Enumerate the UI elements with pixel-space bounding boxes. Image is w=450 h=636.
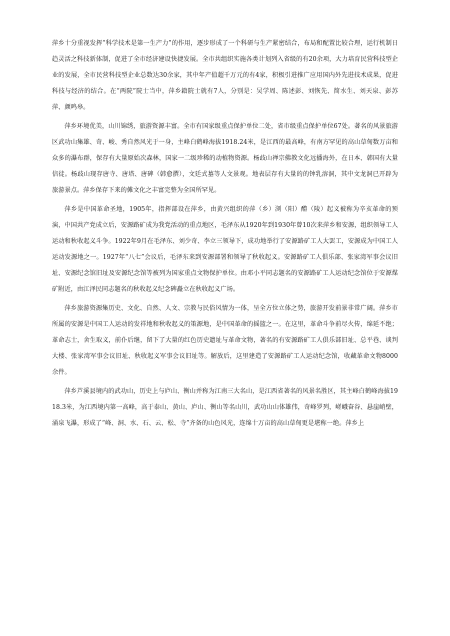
paragraph-revolution: 萍乡是中国革命圣地，1905年，指挥部设在萍乡，由黄兴组织的萍（乡）浏（阳）醴（陵）起义被称为辛亥革命的预演，中国共产党成立后，安源路矿成为我党活动的重点地区，毛泽东从1920年到1930年曾10次来萍乡和安源，组织领导工人运动和秋收起义斗争。1922年9月在毛泽东、刘少奇、李立三领导下，成功地举行了安源路矿工人大罢工，安源成为中国工人运动发源地之一。1927年“八七”会议后，毛泽东来到安源部署和领导了秋收起义。安源路矿工人俱乐部、张家湾军事会议旧址、安源纪念馆旧址及安源纪念馆等被列为国家重点文物保护单位。由邓小平同志题名的安源路矿工人运动纪念馆位于安源煤矿附近，由江泽民同志题名的秋收起义纪念碑矗立在秋收起义广场。 bbox=[52, 206, 398, 293]
paragraph-wugong-mountain: 萍乡芦溪县境内的武功山，历史上与庐山、衡山并称为江南三大名山，是江西省著名的风景名胜区，其主峰白鹤峰海拔1918.3米，为江西境内第一高峰，高于泰山、黄山、庐山、衡山等名山川，武功山山体雄伟，奇峰罗列，嵯峨奋谷、悬崖峭壁，涌泉飞瀑，形成了“峰、洞、水、石、云、松、寺”齐备的山色风光，连绵十万亩的高山草甸更是堪称一绝。萍乡上 bbox=[52, 388, 398, 427]
paragraph-tourism: 萍乡旅游资源集历史、文化、自然、人文、宗教与民俗风情为一体，呈全方位立体之势，旅游开发前景非常广阔。萍乡市所属的安源是中国工人运动的发祥地和秋收起义的策源地，是中国革命的摇篮之一。在这里，革命斗争前尽火传，绵延不绝；革命志士，舍生取义，前仆后继，留下了大量的红色历史遗址与革命文物，著名的有安源路矿工人俱乐部旧址、总平巷、谈判大楼、张家湾军事会议旧址、秋收起义军事会议旧址等。解放后，这里建造了安源路矿工人运动纪念馆，收藏革命文物8000余件。 bbox=[52, 305, 398, 376]
paragraph-science: 萍乡十分重视发挥“科学技术是第一生产力”的作用，逐步形成了一个科研与生产紧密结合，布局和配置比较合理，运行机制日趋灵活之科技新体制，促进了全市经济建设快捷发展。全市共组织实施各类计划列入省级的有20余项，大力培育民营科技型企业的发展，全市民营科技型企业总数达30余家，其中年产值超千万元的有4家，积极引进推广应用国内外先进技术成果，促进科技与经济的结合。在“两院”院士当中，萍乡籍院士就有7人，分别是：吴学周、陈述彭、刘恢先、简水生、刘天泉、彭苏萍、颜鸣皋。 bbox=[52, 40, 398, 111]
paragraph-environment: 萍乡环境优美，山川锦绣，旅游资源丰富。全市有国家级重点保护单位二处，省市级重点保护单位67处。著名的风景旅游区武功山集雄、奇、峻、秀自然风光于一身，主峰白鹤峰海拔1918.24米，是江西的最高峰，有南方罕见的高山草甸数万亩和众多的瀑布群，保存有大量原始次森林，国家一二级珍稀的动植物资源。杨歧山禅宗佛教文化远播海外，在日本、韩国有大量信徒。杨歧山现存唐寺、唐塔、唐碑（韩愈撰），文廷式墓等人文景观。地表层存有大量的的钟乳溶洞，其中文龙洞已开辟为旅游景点。萍乡保存下来的傩文化之丰富完整为全国所罕见。 bbox=[52, 123, 398, 194]
document-page bbox=[52, 36, 398, 435]
